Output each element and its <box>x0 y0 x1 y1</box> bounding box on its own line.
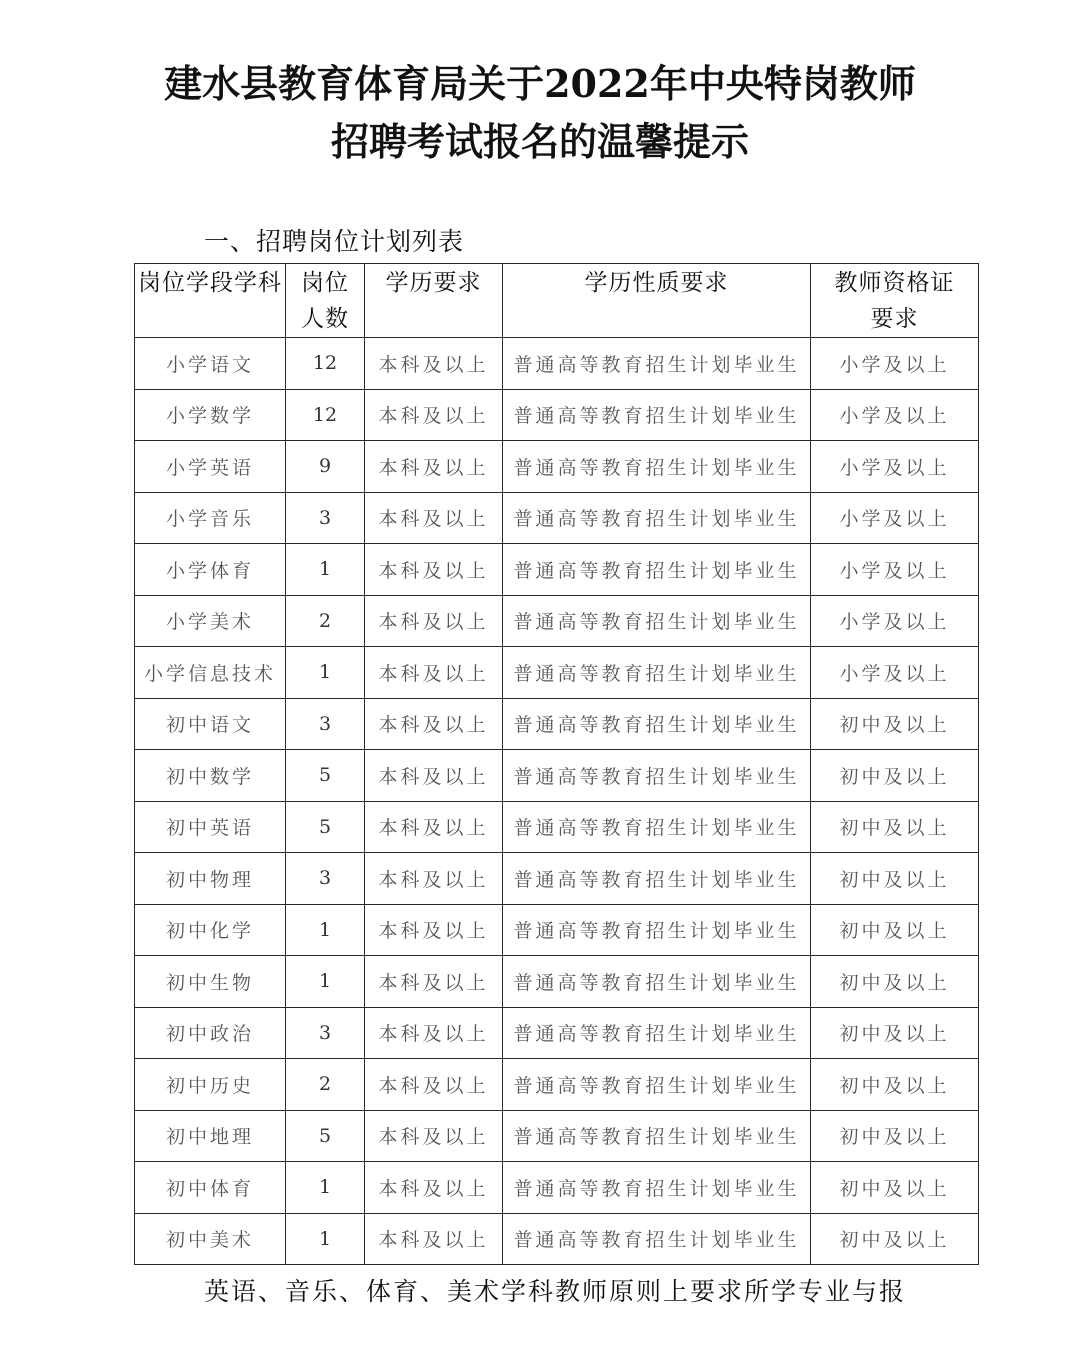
subject-cell: 小学英语 <box>135 441 286 493</box>
education-type-cell: 普通高等教育招生计划毕业生 <box>503 492 811 544</box>
positions-cell: 9 <box>286 441 365 493</box>
education-type-cell: 普通高等教育招生计划毕业生 <box>503 1007 811 1059</box>
subject-cell: 小学美术 <box>135 595 286 647</box>
subject-cell: 小学体育 <box>135 544 286 596</box>
certificate-cell: 初中及以上 <box>811 904 979 956</box>
table-row <box>135 544 979 596</box>
education-type-cell: 普通高等教育招生计划毕业生 <box>503 647 811 699</box>
header-positions: 岗位人数 <box>286 264 365 338</box>
education-cell: 本科及以上 <box>365 956 503 1008</box>
positions-cell: 1 <box>286 647 365 699</box>
education-cell: 本科及以上 <box>365 492 503 544</box>
certificate-cell: 小学及以上 <box>811 441 979 493</box>
header-education-type: 学历性质要求 <box>503 264 811 338</box>
education-cell: 本科及以上 <box>365 441 503 493</box>
header-education: 学历要求 <box>365 264 503 338</box>
positions-cell: 3 <box>286 492 365 544</box>
education-cell: 本科及以上 <box>365 595 503 647</box>
certificate-cell: 小学及以上 <box>811 544 979 596</box>
table-row <box>135 853 979 905</box>
subject-cell: 初中历史 <box>135 1059 286 1111</box>
certificate-cell: 初中及以上 <box>811 750 979 802</box>
education-type-cell: 普通高等教育招生计划毕业生 <box>503 1059 811 1111</box>
subject-cell: 初中化学 <box>135 904 286 956</box>
certificate-cell: 初中及以上 <box>811 1007 979 1059</box>
table-row <box>135 1007 979 1059</box>
certificate-cell: 初中及以上 <box>811 801 979 853</box>
education-cell: 本科及以上 <box>365 750 503 802</box>
education-type-cell: 普通高等教育招生计划毕业生 <box>503 338 811 390</box>
certificate-cell: 初中及以上 <box>811 698 979 750</box>
header-certificate: 教师资格证要求 <box>811 264 979 338</box>
education-type-cell: 普通高等教育招生计划毕业生 <box>503 544 811 596</box>
subject-cell: 初中美术 <box>135 1213 286 1265</box>
education-cell: 本科及以上 <box>365 1213 503 1265</box>
positions-cell: 1 <box>286 956 365 1008</box>
table-row <box>135 801 979 853</box>
education-cell: 本科及以上 <box>365 1007 503 1059</box>
education-cell: 本科及以上 <box>365 338 503 390</box>
education-type-cell: 普通高等教育招生计划毕业生 <box>503 853 811 905</box>
education-cell: 本科及以上 <box>365 647 503 699</box>
document-title-line2: 招聘考试报名的温馨提示 <box>330 119 749 164</box>
education-cell: 本科及以上 <box>365 1162 503 1214</box>
certificate-cell: 初中及以上 <box>811 1162 979 1214</box>
subject-cell: 初中体育 <box>135 1162 286 1214</box>
recruitment-plan-table <box>134 263 979 1265</box>
header-subject: 岗位学段学科 <box>135 264 286 338</box>
positions-cell: 1 <box>286 544 365 596</box>
certificate-cell: 初中及以上 <box>811 956 979 1008</box>
education-type-cell: 普通高等教育招生计划毕业生 <box>503 956 811 1008</box>
subject-cell: 小学音乐 <box>135 492 286 544</box>
table-row <box>135 338 979 390</box>
education-type-cell: 普通高等教育招生计划毕业生 <box>503 1213 811 1265</box>
education-cell: 本科及以上 <box>365 1110 503 1162</box>
table-row <box>135 595 979 647</box>
education-cell: 本科及以上 <box>365 389 503 441</box>
footer-text: 英语、音乐、体育、美术学科教师原则上要求所学专业与报 <box>204 1277 907 1306</box>
education-type-cell: 普通高等教育招生计划毕业生 <box>503 389 811 441</box>
table-row <box>135 389 979 441</box>
subject-cell: 初中物理 <box>135 853 286 905</box>
certificate-cell: 小学及以上 <box>811 595 979 647</box>
education-cell: 本科及以上 <box>365 698 503 750</box>
positions-cell: 2 <box>286 595 365 647</box>
positions-cell: 1 <box>286 1162 365 1214</box>
table-row <box>135 1110 979 1162</box>
education-type-cell: 普通高等教育招生计划毕业生 <box>503 801 811 853</box>
education-type-cell: 普通高等教育招生计划毕业生 <box>503 1110 811 1162</box>
table-row <box>135 1162 979 1214</box>
education-type-cell: 普通高等教育招生计划毕业生 <box>503 1162 811 1214</box>
education-type-cell: 普通高等教育招生计划毕业生 <box>503 698 811 750</box>
subject-cell: 初中生物 <box>135 956 286 1008</box>
certificate-cell: 小学及以上 <box>811 338 979 390</box>
positions-cell: 1 <box>286 1213 365 1265</box>
positions-cell: 5 <box>286 801 365 853</box>
certificate-cell: 初中及以上 <box>811 1110 979 1162</box>
table-row <box>135 750 979 802</box>
subject-cell: 小学数学 <box>135 389 286 441</box>
table-body <box>135 338 979 1265</box>
positions-cell: 2 <box>286 1059 365 1111</box>
table-row <box>135 1213 979 1265</box>
subject-cell: 初中政治 <box>135 1007 286 1059</box>
table-row <box>135 956 979 1008</box>
table-row <box>135 647 979 699</box>
education-type-cell: 普通高等教育招生计划毕业生 <box>503 750 811 802</box>
certificate-cell: 小学及以上 <box>811 389 979 441</box>
subject-cell: 初中英语 <box>135 801 286 853</box>
document-title-line1: 建水县教育体育局关于2022年中央特岗教师 <box>164 61 916 106</box>
education-type-cell: 普通高等教育招生计划毕业生 <box>503 904 811 956</box>
positions-cell: 3 <box>286 853 365 905</box>
positions-cell: 5 <box>286 750 365 802</box>
certificate-cell: 初中及以上 <box>811 853 979 905</box>
positions-cell: 3 <box>286 1007 365 1059</box>
education-cell: 本科及以上 <box>365 853 503 905</box>
subject-cell: 小学语文 <box>135 338 286 390</box>
education-cell: 本科及以上 <box>365 544 503 596</box>
education-cell: 本科及以上 <box>365 801 503 853</box>
table-row <box>135 904 979 956</box>
education-type-cell: 普通高等教育招生计划毕业生 <box>503 441 811 493</box>
positions-cell: 1 <box>286 904 365 956</box>
table-row <box>135 441 979 493</box>
certificate-cell: 小学及以上 <box>811 492 979 544</box>
education-cell: 本科及以上 <box>365 1059 503 1111</box>
subject-cell: 初中地理 <box>135 1110 286 1162</box>
certificate-cell: 小学及以上 <box>811 647 979 699</box>
section-heading: 一、招聘岗位计划列表 <box>204 227 465 256</box>
positions-cell: 3 <box>286 698 365 750</box>
education-cell: 本科及以上 <box>365 904 503 956</box>
education-type-cell: 普通高等教育招生计划毕业生 <box>503 595 811 647</box>
certificate-cell: 初中及以上 <box>811 1059 979 1111</box>
subject-cell: 小学信息技术 <box>135 647 286 699</box>
table-row <box>135 492 979 544</box>
subject-cell: 初中语文 <box>135 698 286 750</box>
table-row <box>135 698 979 750</box>
certificate-cell: 初中及以上 <box>811 1213 979 1265</box>
table-row <box>135 1059 979 1111</box>
positions-cell: 12 <box>286 389 365 441</box>
positions-cell: 5 <box>286 1110 365 1162</box>
positions-cell: 12 <box>286 338 365 390</box>
table-header-row <box>135 264 979 338</box>
subject-cell: 初中数学 <box>135 750 286 802</box>
